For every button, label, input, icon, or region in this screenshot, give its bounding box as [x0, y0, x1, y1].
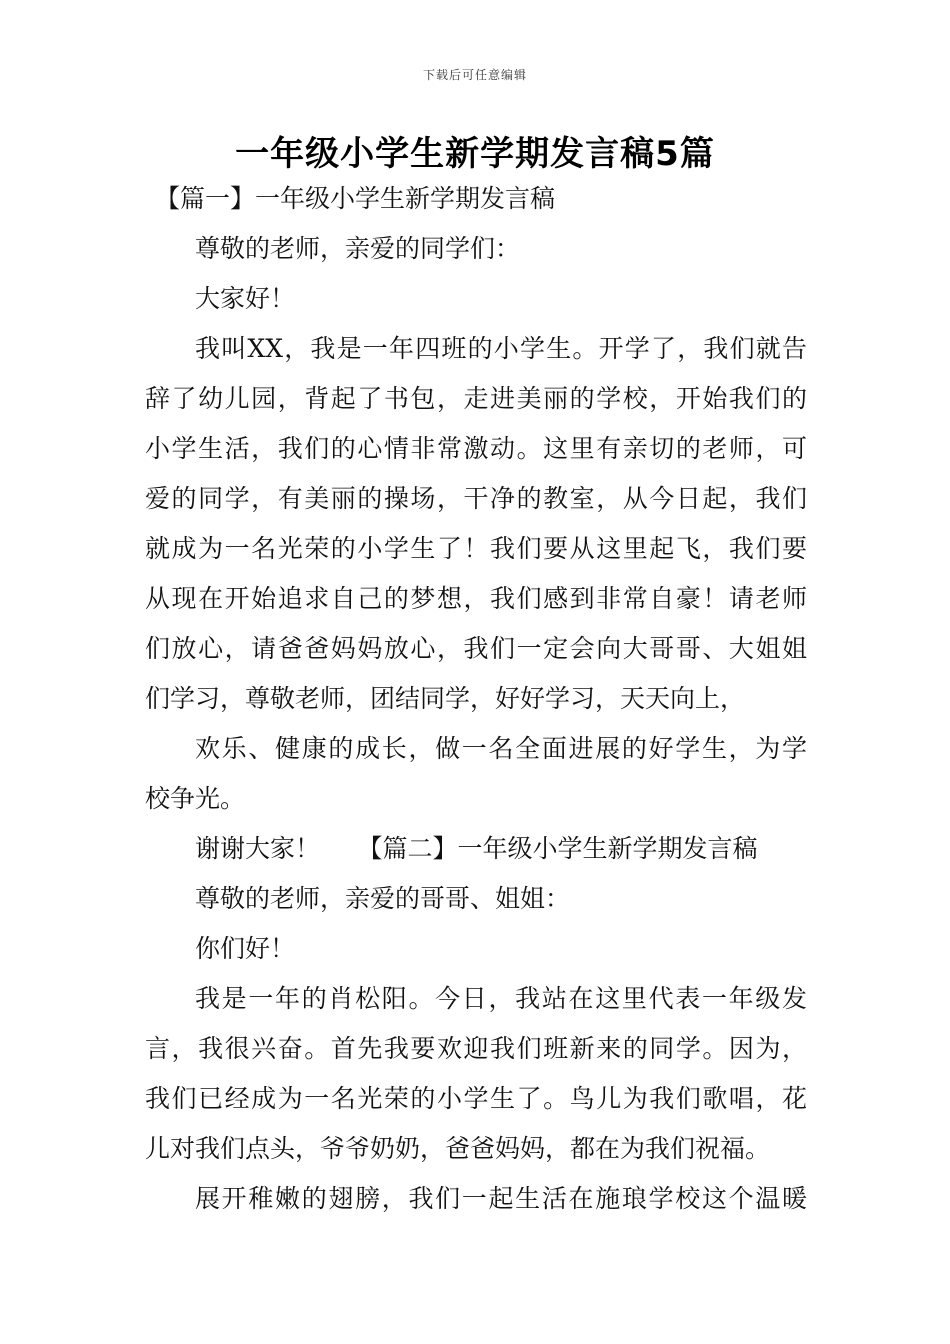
section-heading-1: 【篇一】一年级小学生新学期发言稿 — [155, 184, 556, 213]
paragraph-line: 欢乐、健康的成长，做一名全面进展的好学生，为学 — [195, 734, 807, 763]
paragraph-line: 校争光。 — [145, 784, 246, 813]
section-heading-2: 谢谢大家！ 【篇二】一年级小学生新学期发言稿 — [195, 834, 758, 863]
page-title: 一年级小学生新学期发言稿5篇 — [235, 134, 715, 174]
paragraph-line: 言，我很兴奋。首先我要欢迎我们班新来的同学。因为， — [145, 1034, 807, 1063]
paragraph-line: 就成为一名光荣的小学生了！我们要从这里起飞，我们要 — [145, 534, 807, 563]
paragraph-line: 小学生活，我们的心情非常激动。这里有亲切的老师，可 — [145, 434, 807, 463]
paragraph-line: 我叫XX，我是一年四班的小学生。开学了，我们就告 — [195, 334, 807, 363]
paragraph-line: 展开稚嫩的翅膀，我们一起生活在施琅学校这个温暖 — [195, 1184, 807, 1213]
paragraph-line: 尊敬的老师，亲爱的同学们： — [195, 234, 521, 263]
paragraph-line: 你们好！ — [195, 934, 296, 963]
paragraph-line: 尊敬的老师，亲爱的哥哥、姐姐： — [195, 884, 571, 913]
paragraph-line: 们放心，请爸爸妈妈放心，我们一定会向大哥哥、大姐姐 — [145, 634, 807, 663]
paragraph-line: 辞了幼儿园，背起了书包，走进美丽的学校，开始我们的 — [145, 384, 807, 413]
paragraph-line: 从现在开始追求自己的梦想，我们感到非常自豪！请老师 — [145, 584, 807, 613]
paragraph-line: 们学习，尊敬老师，团结同学，好好学习，天天向上， — [145, 684, 746, 713]
paragraph-line: 大家好！ — [195, 284, 296, 313]
header-note: 下载后可任意编辑 — [422, 68, 527, 82]
paragraph-line: 儿对我们点头，爷爷奶奶，爸爸妈妈，都在为我们祝福。 — [145, 1134, 771, 1163]
paragraph-line: 我是一年的肖松阳。今日，我站在这里代表一年级发 — [195, 984, 807, 1013]
paragraph-line: 爱的同学，有美丽的操场，干净的教室，从今日起，我们 — [145, 484, 807, 513]
paragraph-line: 我们已经成为一名光荣的小学生了。鸟儿为我们歌唱，花 — [145, 1084, 807, 1113]
